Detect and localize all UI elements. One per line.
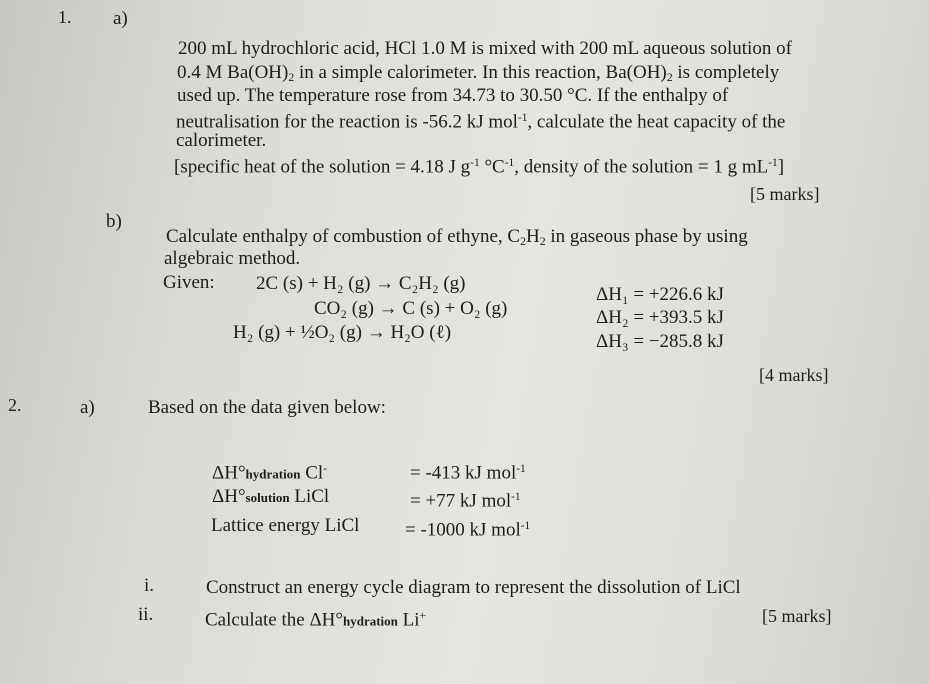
q1b-enthalpy-1: ΔH₁ = +226.6 kJ (596, 284, 724, 305)
q1a-line-4: neutralisation for the reaction is -56.2 kJ mol$^{-1}$, calculate the heat capacity of the (176, 111, 786, 133)
q1b-enthalpy-3: ΔH₃ = −285.8 kJ (596, 331, 724, 352)
q2a-data-value-2: = +77 kJ mol$^{-1}$ (410, 490, 521, 512)
q2a-data-label-3: Lattice energy LiCl (211, 515, 360, 536)
q2a-intro: Based on the data given below: (148, 397, 386, 418)
q1b-enthalpy-2: ΔH₂ = +393.5 kJ (596, 307, 724, 328)
q1b-equation-1: 2C (s) + H₂ (g) → C₂H₂ (g) (256, 273, 466, 294)
q1b-equation-3: H₂ (g) + ½O₂ (g) → H₂O (ℓ) (233, 322, 452, 343)
q1a-label: a) (113, 8, 128, 29)
q2a-data-value-3: = -1000 kJ mol$^{-1}$ (405, 519, 531, 541)
q1a-line-2: 0.4 M $Ba(OH)_2$ in a simple calorimeter. In this reaction, $Ba(OH)_2$ is completely (177, 62, 780, 84)
q1b-marks: [4 marks] (759, 365, 829, 385)
q2a-part-i-text: Construct an energy cycle diagram to represent the dissolution of LiCl (206, 577, 741, 598)
q1a-line-3: used up. The temperature rose from 34.73 to 30.50 °C. If the enthalpy of (177, 85, 729, 106)
q1a-marks: [5 marks] (750, 184, 820, 204)
q1b-label: b) (106, 211, 122, 232)
q2a-part-ii-text: Calculate the ΔH°hydration Li+ (205, 609, 426, 631)
q2a-marks: [5 marks] (762, 606, 832, 626)
q1b-line-2: algebraic method. (164, 248, 301, 269)
q1b-equation-2: CO₂ (g) → C (s) + O₂ (g) (314, 298, 508, 319)
q1a-data-note: [specific heat of the solution = 4.18 J $g^{-1}$ $^\circ C^{-1}$, density of the solution = 1 g $mL^{-1}$] (174, 156, 785, 178)
q2a-data-label-1: ΔH°hydration Cl- (212, 462, 327, 484)
q1a-line-5: calorimeter. (176, 130, 267, 151)
q1b-line-1: Calculate enthalpy of combustion of ethyne, $C_2H_2$ in gaseous phase by using (166, 226, 748, 248)
question-1-number: 1. (58, 7, 72, 27)
q2a-data-value-1: = -413 kJ mol$^{-1}$ (410, 462, 526, 484)
q1b-given-label: Given: (163, 272, 215, 293)
q2a-part-i-label: i. (144, 575, 155, 596)
q2a-data-label-2: ΔH°solution LiCl (212, 486, 330, 507)
q2a-label: a) (80, 397, 95, 418)
q2a-part-ii-label: ii. (138, 604, 154, 625)
question-2-number: 2. (8, 395, 22, 415)
q1a-line-1: 200 mL hydrochloric acid, HCl 1.0 M is mixed with 200 mL aqueous solution of (178, 38, 792, 59)
